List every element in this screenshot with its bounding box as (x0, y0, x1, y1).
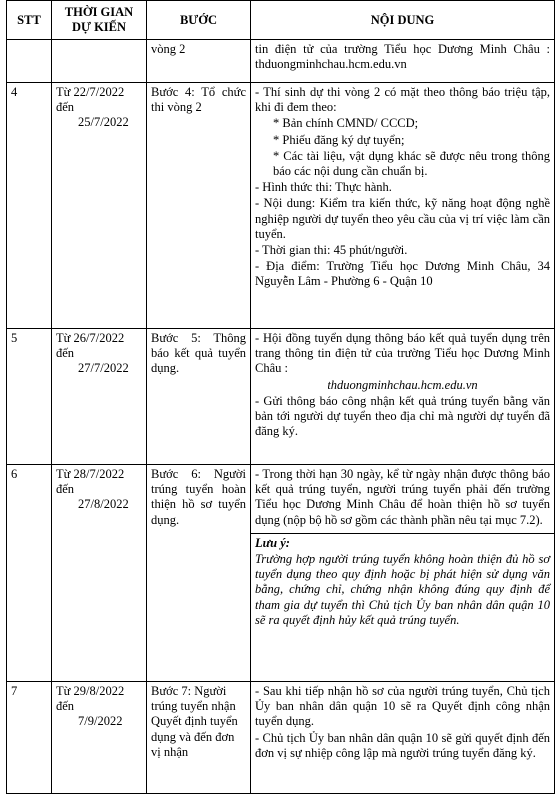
content-text: - Hình thức thi: Thực hành. (255, 180, 392, 195)
cell-step: Bước 5: Thông báo kết quả tuyển dụng. (147, 329, 251, 465)
header-row (7, 1, 555, 40)
content-text: - Nội dung: Kiểm tra kiến thức, kỹ năng hoạt động nghề nghiệp người dự tuyển theo yêu cầu của vị trí việc làm cần tuyển. (255, 196, 550, 241)
cell-stt: 7 (7, 682, 52, 794)
content-bullet: * Các tài liệu, vật dụng khác sẽ được nêu trong thông báo các nội dung cần chuẩn bị. (273, 148, 550, 179)
table-row-7 (7, 682, 555, 794)
cell-content (251, 40, 555, 83)
time-from: Từ 22/7/2022 đến (56, 85, 125, 115)
cell-time (52, 465, 147, 682)
content-text: - Trong thời hạn 30 ngày, kể từ ngày nhận được thông báo kết quả trúng tuyển, người trúng tuyển phải đến trường Tiểu học Dương Minh Châu để hoàn thiện hồ sơ tuyển dụng (nộp bộ hồ sơ gồm các thành phần nêu tại mục 7.2). (255, 467, 550, 527)
content-bullet: * Phiếu đăng ký dự tuyển; (273, 132, 405, 147)
time-from: Từ 29/8/2022 đến (56, 684, 125, 714)
content-text: - Thời gian thi: 45 phút/người. (255, 243, 408, 258)
content-bullet: * Bản chính CMND/ CCCD; (273, 116, 419, 131)
cell-step: Bước 6: Người trúng tuyển hoàn thiện hồ sơ tuyển dụng. (147, 465, 251, 682)
time-from: Từ 26/7/2022 đến (56, 331, 125, 361)
cell-stt: 4 (7, 83, 52, 329)
cell-content (251, 682, 555, 794)
cell-time (52, 83, 147, 329)
content-text: - Thí sinh dự thi vòng 2 có mặt theo thông báo triệu tập, khi đi đem theo: (255, 85, 550, 115)
cell-step: vòng 2 (147, 40, 251, 83)
header-time: THỜI GIAN DỰ KIẾN (52, 1, 147, 40)
content-main (251, 465, 554, 533)
note-block (251, 533, 554, 631)
table-row-4 (7, 83, 555, 329)
recruitment-schedule-table (6, 0, 555, 794)
website-url: thduongminhchau.hcm.edu.vn (327, 377, 478, 392)
content-text: - Sau khi tiếp nhận hồ sơ của người trúng tuyển, Chủ tịch Ủy ban nhân dân quận 10 sẽ ra Quyết định công nhận tuyển dụng. (255, 684, 550, 729)
content-text: - Gửi thông báo công nhận kết quả trúng tuyển bằng văn bản tới người dự tuyển theo địa chỉ mà người dự tuyển đã đăng ký. (255, 393, 550, 439)
cell-stt: 6 (7, 465, 52, 682)
content-text: - Chủ tịch Ủy ban nhân dân quận 10 sẽ gửi quyết định đến đơn vị sự nhiệp công lập mà người trúng tuyển đăng ký. (255, 730, 550, 760)
table-row-6 (7, 465, 555, 682)
time-to: 25/7/2022 (78, 115, 129, 130)
content-text: tin điện tử của trường Tiểu học Dương Minh Châu : thduongminhchau.hcm.edu.vn (255, 42, 550, 72)
time-to: 7/9/2022 (78, 714, 123, 729)
cell-step: Bước 7: Người trúng tuyển nhận Quyết định tuyển dụng và đến đơn vị nhận (147, 682, 251, 794)
cell-time (52, 682, 147, 794)
table-row-5 (7, 329, 555, 465)
cell-step: Bước 4: Tổ chức thi vòng 2 (147, 83, 251, 329)
cell-stt: 5 (7, 329, 52, 465)
content-text: - Địa điểm: Trường Tiểu học Dương Minh Châu, 34 Nguyễn Lâm - Phường 6 - Quận 10 (255, 259, 550, 289)
cell-stt (7, 40, 52, 83)
note-text: Trường hợp người trúng tuyển không hoàn thiện đủ hồ sơ tuyển dụng theo quy định hoặc bị phát hiện sử dụng văn bằng, chứng chỉ, chứng nhận không đúng quy định để tham gia dự tuyển thì Chủ tịch Ủy ban nhân dân quận 10 sẽ ra quyết định hủy kết quả trúng tuyển. (255, 552, 550, 627)
content-text: - Hội đồng tuyển dụng thông báo kết quả tuyển dụng trên trang thông tin điện tử của trường Tiểu học Dương Minh Châu : (255, 331, 550, 376)
time-to: 27/7/2022 (78, 361, 129, 376)
cell-content (251, 329, 555, 465)
cell-content (251, 83, 555, 329)
header-step: BƯỚC (147, 1, 251, 40)
cell-time (52, 40, 147, 83)
note-label: Lưu ý: (255, 535, 290, 550)
time-from: Từ 28/7/2022 đến (56, 467, 125, 497)
header-content: NỘI DUNG (251, 1, 555, 40)
cell-content (251, 465, 555, 682)
time-to: 27/8/2022 (78, 497, 129, 512)
table-row-continued (7, 40, 555, 83)
header-stt: STT (7, 1, 52, 40)
cell-time (52, 329, 147, 465)
